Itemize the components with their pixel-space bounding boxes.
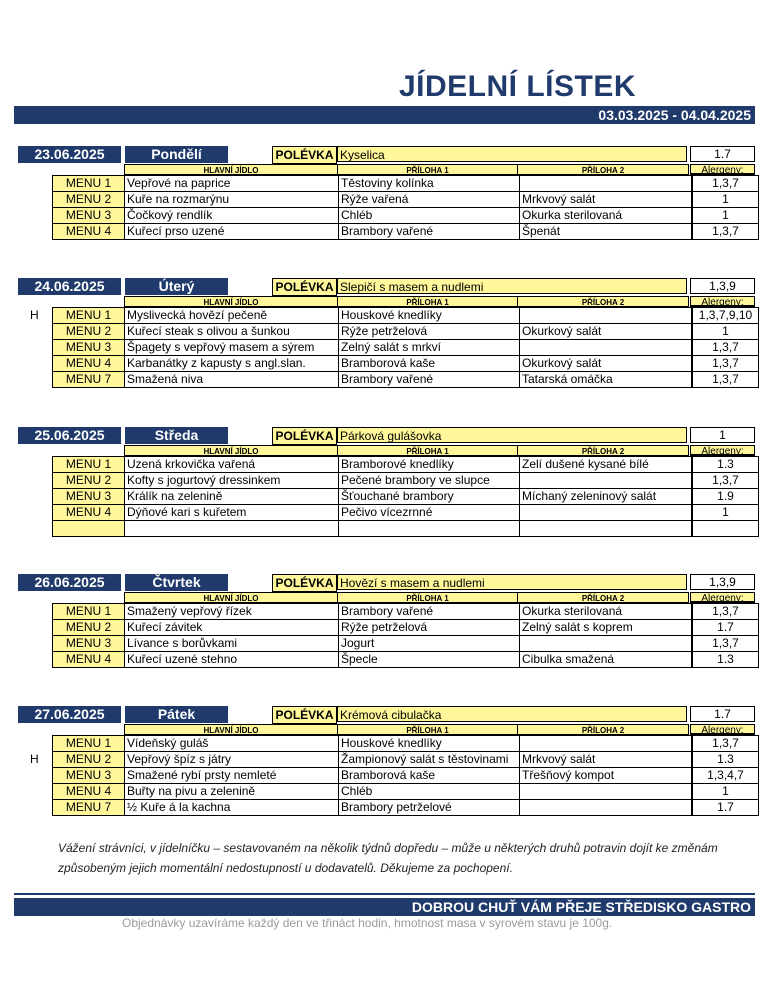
- menu-label: MENU 1: [53, 176, 125, 192]
- day-date: 26.06.2025: [18, 574, 121, 591]
- soup-label: POLÉVKA: [272, 427, 337, 445]
- main-dish: Kofty s jogurtový dressinkem: [125, 473, 339, 489]
- allergens: 1,3,7: [693, 736, 759, 752]
- menu-table: [52, 456, 759, 537]
- allergens: 1.3: [693, 652, 759, 668]
- menu-row: [53, 489, 759, 505]
- footer-banner: [14, 898, 755, 916]
- menu-label: MENU 3: [53, 340, 125, 356]
- menu-label: MENU 4: [53, 224, 125, 240]
- day-name: Úterý: [125, 278, 228, 295]
- footer-note: Objednávky uzavíráme každý den ve třináct hodin, hmotnost masa v syrovém stavu je 100g.: [122, 916, 613, 930]
- day-date: 25.06.2025: [18, 427, 121, 444]
- side-dish-1: [339, 521, 520, 537]
- day-name: Pátek: [125, 706, 228, 723]
- soup-name: Krémová cibulačka: [337, 706, 687, 722]
- soup-allergens: 1.7: [690, 706, 755, 722]
- menu-row: [53, 473, 759, 489]
- menu-row: [53, 768, 759, 784]
- side-dish-2: [520, 473, 692, 489]
- header-allergens: Alergeny:: [690, 445, 755, 456]
- soup-label: POLÉVKA: [272, 146, 337, 164]
- main-dish: Myslivecká hovězí pečeně: [125, 308, 339, 324]
- date-range: 03.03.2025 - 04.04.2025: [598, 107, 751, 123]
- side-dish-2: [520, 736, 692, 752]
- menu-label: MENU 4: [53, 505, 125, 521]
- main-dish: Vepřové na paprice: [125, 176, 339, 192]
- menu-row: [53, 457, 759, 473]
- header-main-dish: HLAVNÍ JÍDLO: [124, 592, 338, 603]
- menu-label: MENU 4: [53, 356, 125, 372]
- menu-row: [53, 308, 759, 324]
- header-side-1: PŘÍLOHA 1: [337, 445, 518, 456]
- header-allergens: Alergeny:: [690, 296, 755, 307]
- menu-label: MENU 1: [53, 457, 125, 473]
- side-dish-2: Zelí dušené kysané bílé: [520, 457, 692, 473]
- side-dish-2: Špenát: [520, 224, 692, 240]
- day-name: Čtvrtek: [125, 574, 228, 591]
- menu-table: [52, 307, 759, 388]
- row-mark: H: [30, 752, 39, 767]
- menu-label: [53, 521, 125, 537]
- menu-label: MENU 2: [53, 473, 125, 489]
- main-dish: Buřty na pivu a zelenině: [125, 784, 339, 800]
- main-dish: Lívance s borůvkami: [125, 636, 339, 652]
- menu-row: [53, 372, 759, 388]
- main-dish: [125, 521, 339, 537]
- header-side-2: PŘÍLOHA 2: [517, 296, 689, 307]
- header-side-1: PŘÍLOHA 1: [337, 164, 518, 175]
- side-dish-1: Šťouchané brambory: [339, 489, 520, 505]
- side-dish-1: Jogurt: [339, 636, 520, 652]
- header-side-2: PŘÍLOHA 2: [517, 164, 689, 175]
- main-dish: Kuřecí steak s olivou a šunkou: [125, 324, 339, 340]
- menu-label: MENU 7: [53, 372, 125, 388]
- side-dish-1: Rýže petrželová: [339, 324, 520, 340]
- header-side-2: PŘÍLOHA 2: [517, 724, 689, 735]
- side-dish-1: Zelný salát s mrkví: [339, 340, 520, 356]
- menu-label: MENU 4: [53, 652, 125, 668]
- menu-table: [52, 175, 759, 240]
- soup-name: Párková gulášovka: [337, 427, 687, 443]
- allergens: 1,3,7: [693, 224, 759, 240]
- main-dish: Smažený vepřový řízek: [125, 604, 339, 620]
- side-dish-1: Těstoviny kolínka: [339, 176, 520, 192]
- side-dish-2: Okurka sterilovaná: [520, 208, 692, 224]
- menu-row: [53, 604, 759, 620]
- header-side-2: PŘÍLOHA 2: [517, 445, 689, 456]
- side-dish-2: [520, 521, 692, 537]
- allergens: 1,3,7: [693, 372, 759, 388]
- page-title: JÍDELNÍ LÍSTEK: [398, 70, 636, 103]
- side-dish-1: Bramborová kaše: [339, 768, 520, 784]
- menu-label: MENU 4: [53, 784, 125, 800]
- side-dish-2: Mrkvový salát: [520, 192, 692, 208]
- main-dish: Uzená krkovička vařená: [125, 457, 339, 473]
- header-allergens: Alergeny:: [690, 164, 755, 175]
- allergens: 1,3,4,7: [693, 768, 759, 784]
- side-dish-1: Chléb: [339, 784, 520, 800]
- menu-label: MENU 7: [53, 800, 125, 816]
- menu-row: [53, 224, 759, 240]
- main-dish: Vepřový špíz s játry: [125, 752, 339, 768]
- menu-label: MENU 3: [53, 489, 125, 505]
- soup-name: Kyselica: [337, 146, 687, 162]
- day-name: Pondělí: [125, 146, 228, 163]
- menu-row: [53, 356, 759, 372]
- allergens: 1: [693, 324, 759, 340]
- menu-label: MENU 2: [53, 752, 125, 768]
- main-dish: Špagety s vepřový masem a sýrem: [125, 340, 339, 356]
- notice-text: Vážení strávníci, v jídelníčku – sestavovaném na několik týdnů dopředu – může u některých druhů potravin dojít ke změnám způsobeným jejich momentální nedostupností u dodavatelů. Děkujeme za pochopení.: [58, 841, 718, 875]
- header-allergens: Alergeny:: [690, 724, 755, 735]
- day-block: [0, 427, 772, 537]
- side-dish-1: Brambory vařené: [339, 604, 520, 620]
- main-dish: Vídeňský guláš: [125, 736, 339, 752]
- header-main-dish: HLAVNÍ JÍDLO: [124, 296, 338, 307]
- soup-allergens: 1,3,9: [690, 278, 755, 294]
- menu-row: [53, 192, 759, 208]
- header-main-dish: HLAVNÍ JÍDLO: [124, 164, 338, 175]
- menu-table: [52, 603, 759, 668]
- allergens: 1: [693, 505, 759, 521]
- day-block: [0, 574, 772, 684]
- side-dish-2: [520, 636, 692, 652]
- menu-label: MENU 2: [53, 620, 125, 636]
- side-dish-2: Okurka sterilovaná: [520, 604, 692, 620]
- menu-label: MENU 3: [53, 768, 125, 784]
- menu-row: [53, 752, 759, 768]
- side-dish-1: Rýže petrželová: [339, 620, 520, 636]
- menu-row: [53, 340, 759, 356]
- header-side-1: PŘÍLOHA 1: [337, 592, 518, 603]
- soup-allergens: 1: [690, 427, 755, 443]
- allergens: 1.3: [693, 752, 759, 768]
- main-dish: Dýňové kari s kuřetem: [125, 505, 339, 521]
- main-dish: Čočkový rendlík: [125, 208, 339, 224]
- main-dish: Smažené rybí prsty nemleté: [125, 768, 339, 784]
- header-side-1: PŘÍLOHA 1: [337, 724, 518, 735]
- menu-label: MENU 1: [53, 736, 125, 752]
- allergens: 1,3,7: [693, 356, 759, 372]
- header-side-1: PŘÍLOHA 1: [337, 296, 518, 307]
- allergens: [693, 521, 759, 537]
- soup-name: Slepičí s masem a nudlemi: [337, 278, 687, 294]
- side-dish-1: Brambory vařené: [339, 372, 520, 388]
- side-dish-2: [520, 800, 692, 816]
- allergens: 1,3,7: [693, 340, 759, 356]
- main-dish: Kuře na rozmarýnu: [125, 192, 339, 208]
- side-dish-2: Zelný salát s koprem: [520, 620, 692, 636]
- row-mark: H: [30, 308, 39, 322]
- allergens: 1,3,7: [693, 473, 759, 489]
- menu-row: [53, 521, 759, 537]
- side-dish-1: Špecle: [339, 652, 520, 668]
- menu-row: [53, 784, 759, 800]
- header-main-dish: HLAVNÍ JÍDLO: [124, 445, 338, 456]
- side-dish-1: Bramborová kaše: [339, 356, 520, 372]
- allergens: 1.3: [693, 457, 759, 473]
- allergens: 1.7: [693, 620, 759, 636]
- menu-label: MENU 2: [53, 324, 125, 340]
- menu-row: [53, 505, 759, 521]
- day-block: [0, 146, 772, 256]
- main-dish: ½ Kuře á la kachna: [125, 800, 339, 816]
- allergens: 1,3,7: [693, 176, 759, 192]
- main-dish: Králík na zelenině: [125, 489, 339, 505]
- allergens: 1,3,7,9,10: [693, 308, 759, 324]
- side-dish-2: Okurkový salát: [520, 324, 692, 340]
- menu-label: MENU 3: [53, 208, 125, 224]
- side-dish-2: [520, 308, 692, 324]
- side-dish-2: [520, 505, 692, 521]
- soup-allergens: 1.7: [690, 146, 755, 162]
- side-dish-2: [520, 784, 692, 800]
- menu-row: [53, 208, 759, 224]
- soup-allergens: 1,3,9: [690, 574, 755, 590]
- menu-label: MENU 3: [53, 636, 125, 652]
- menu-row: [53, 800, 759, 816]
- side-dish-2: Cibulka smažená: [520, 652, 692, 668]
- allergens: 1: [693, 208, 759, 224]
- day-name: Středa: [125, 427, 228, 444]
- side-dish-1: Bramborové knedlíky: [339, 457, 520, 473]
- menu-row: [53, 652, 759, 668]
- side-dish-2: [520, 340, 692, 356]
- side-dish-1: Brambory petrželové: [339, 800, 520, 816]
- day-date: 23.06.2025: [18, 146, 121, 163]
- side-dish-2: Mrkvový salát: [520, 752, 692, 768]
- date-range-bar: [14, 106, 755, 124]
- soup-label: POLÉVKA: [272, 706, 337, 724]
- allergens: 1,3,7: [693, 604, 759, 620]
- menu-row: [53, 176, 759, 192]
- allergens: 1.7: [693, 800, 759, 816]
- side-dish-2: Třešňový kompot: [520, 768, 692, 784]
- day-block: [0, 278, 772, 388]
- menu-label: MENU 1: [53, 604, 125, 620]
- menu-row: [53, 736, 759, 752]
- day-date: 24.06.2025: [18, 278, 121, 295]
- side-dish-1: Brambory vařené: [339, 224, 520, 240]
- soup-label: POLÉVKA: [272, 574, 337, 592]
- allergens: 1.9: [693, 489, 759, 505]
- side-dish-1: Pečivo vícezrnné: [339, 505, 520, 521]
- side-dish-2: Okurkový salát: [520, 356, 692, 372]
- side-dish-2: Míchaný zeleninový salát: [520, 489, 692, 505]
- header-main-dish: HLAVNÍ JÍDLO: [124, 724, 338, 735]
- menu-row: [53, 620, 759, 636]
- divider: [14, 893, 755, 895]
- header-allergens: Alergeny:: [690, 592, 755, 603]
- main-dish: Smažená niva: [125, 372, 339, 388]
- day-date: 27.06.2025: [18, 706, 121, 723]
- menu-row: [53, 636, 759, 652]
- header-side-2: PŘÍLOHA 2: [517, 592, 689, 603]
- side-dish-1: Chléb: [339, 208, 520, 224]
- allergens: 1: [693, 784, 759, 800]
- side-dish-1: Rýže vařená: [339, 192, 520, 208]
- allergens: 1: [693, 192, 759, 208]
- main-dish: Kuřecí uzené stehno: [125, 652, 339, 668]
- allergens: 1,3,7: [693, 636, 759, 652]
- menu-label: MENU 2: [53, 192, 125, 208]
- side-dish-1: Pečené brambory ve slupce: [339, 473, 520, 489]
- footer-banner-text: DOBROU CHUŤ VÁM PŘEJE STŘEDISKO GASTRO: [411, 899, 751, 915]
- menu-table: [52, 735, 759, 816]
- side-dish-2: [520, 176, 692, 192]
- main-dish: Kuřecí prso uzené: [125, 224, 339, 240]
- main-dish: Karbanátky z kapusty s angl.slan.: [125, 356, 339, 372]
- soup-label: POLÉVKA: [272, 278, 337, 296]
- side-dish-1: Houskové knedlíky: [339, 308, 520, 324]
- main-dish: Kuřecí závitek: [125, 620, 339, 636]
- side-dish-2: Tatarská omáčka: [520, 372, 692, 388]
- menu-row: [53, 324, 759, 340]
- soup-name: Hovězí s masem a nudlemi: [337, 574, 687, 590]
- day-block: [0, 706, 772, 816]
- menu-label: MENU 1: [53, 308, 125, 324]
- side-dish-1: Žampionový salát s těstovinami: [339, 752, 520, 768]
- side-dish-1: Houskové knedlíky: [339, 736, 520, 752]
